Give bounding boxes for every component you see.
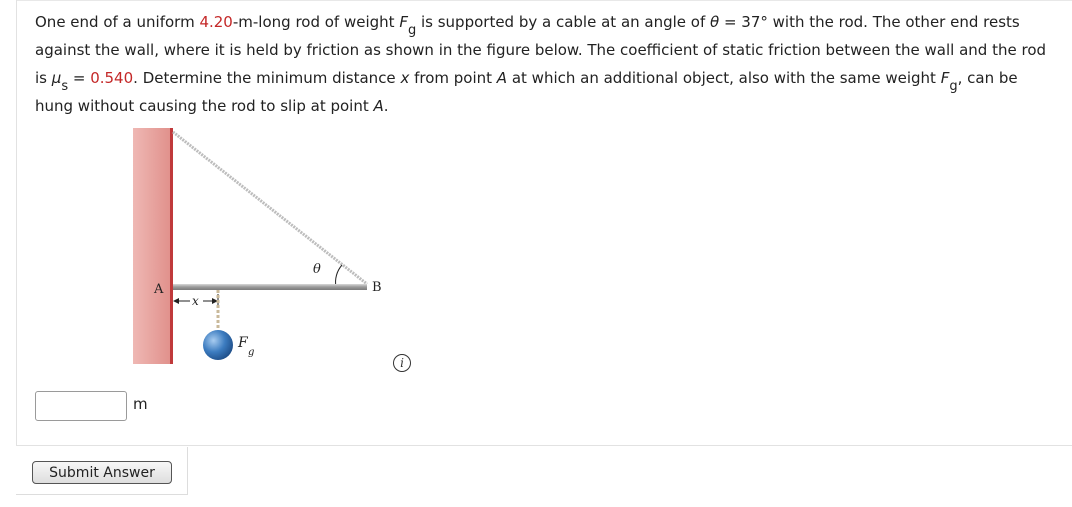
x-arrowhead-left (173, 298, 179, 304)
rod-length-value: 4.20 (199, 13, 233, 31)
weight-symbol: F (940, 69, 950, 87)
weight-symbol: F (399, 13, 408, 31)
submit-answer-button[interactable]: Submit Answer (32, 461, 172, 484)
question-text-segment: . Determine the minimum distance (133, 69, 401, 87)
mu-value: 0.540 (90, 69, 134, 87)
question-paragraph (35, 8, 1055, 120)
question-text-segment: . (383, 97, 389, 115)
question-text-segment: -m-long rod of weight (232, 13, 400, 31)
unit-label: m (133, 395, 148, 413)
point-b-label: B (372, 280, 382, 295)
question-text (35, 8, 1055, 120)
theta-arc (336, 265, 342, 287)
weight-subscript: g (407, 23, 417, 38)
x-label: x (192, 294, 199, 308)
question-text-segment: = 37° with the rod. The other end rests against the wall, where it is held by friction as shown in the figure below. The coefficient of static friction between the wall and the rod is (35, 13, 1047, 87)
question-text-segment: is supported by a cable at an angle of (416, 13, 711, 31)
wall-edge (170, 128, 173, 364)
x-dimension (173, 294, 218, 308)
figure-svg (130, 128, 380, 368)
fg-subscript-label: g (248, 347, 255, 358)
answer-input[interactable] (35, 391, 127, 421)
theta-symbol: θ (710, 13, 720, 31)
info-icon[interactable]: i (393, 354, 411, 372)
question-text-segment: , can be hung without causing the rod to slip at point (35, 69, 1018, 115)
x-symbol: x (400, 69, 410, 87)
rod (173, 284, 367, 290)
mu-subscript: s (61, 79, 69, 94)
question-text-segment: One end of a uniform (35, 13, 200, 31)
hanging-weight-ball (203, 330, 233, 360)
question-text-segment: = (68, 69, 91, 87)
weight-subscript: g (949, 79, 958, 94)
point-a-symbol: A (373, 97, 384, 115)
cable (173, 132, 367, 284)
mu-symbol: μ (51, 69, 62, 87)
rod-wall-figure (130, 128, 380, 368)
point-a-symbol: A (496, 69, 508, 87)
question-text-segment: from point (409, 69, 497, 87)
theta-label: θ (313, 262, 321, 277)
point-a-label: A (154, 282, 164, 297)
fg-label: F (238, 335, 248, 351)
wall (133, 128, 172, 364)
question-text-segment: at which an additional object, also with the same weight (507, 69, 941, 87)
